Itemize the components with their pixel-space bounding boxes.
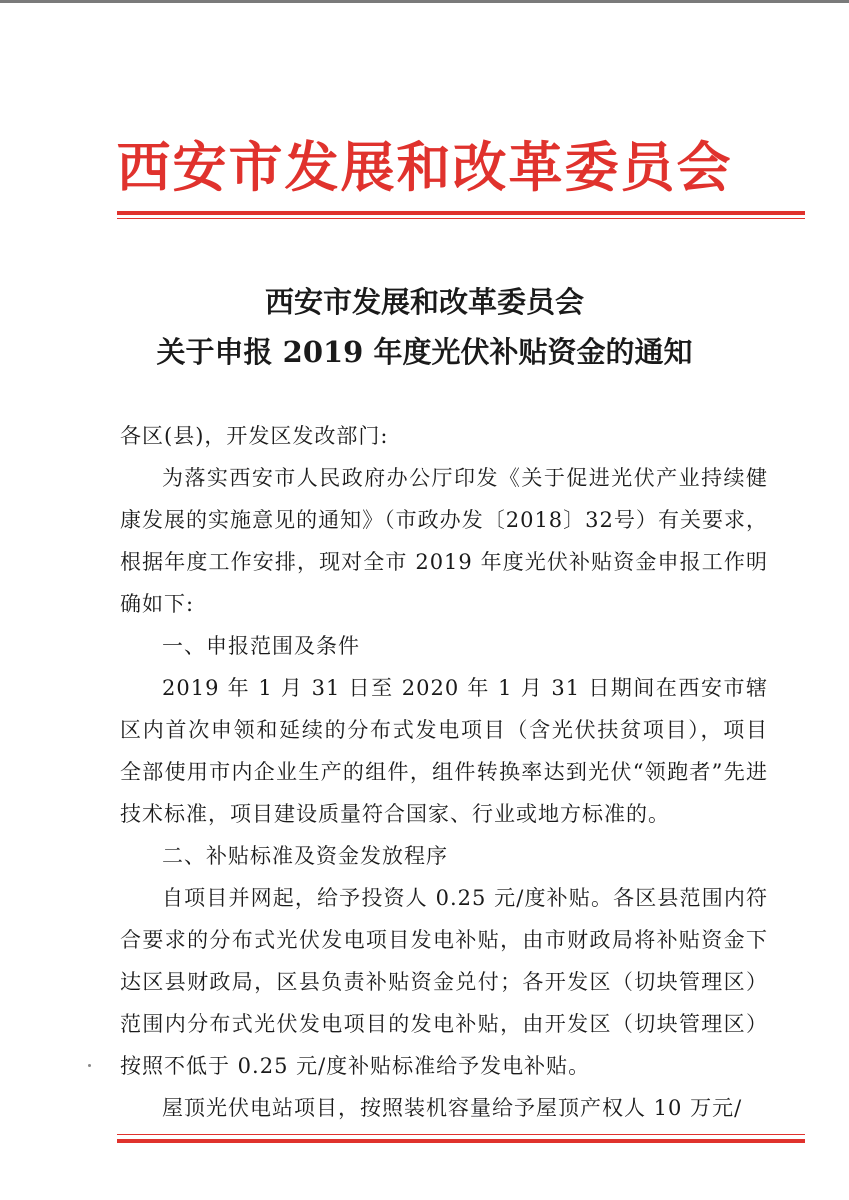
- section-2-paragraph-1: 自项目并网起，给予投资人 0.25 元/度补贴。各区县范围内符合要求的分布式光伏发电项目发电补贴，由市财政局将补贴资金下达区县财政局，区县负责补贴资金兑付；各开发区（切块管理区）范围内分布式光伏发电项目的发电补贴，由开发区（切块管理区）按照不低于 0.25 元/度补贴标准给予发电补贴。: [120, 886, 768, 1078]
- document-title-line-1: 西安市发展和改革委员会: [264, 285, 584, 319]
- section-2-paragraph-2: 屋顶光伏电站项目，按照装机容量给予屋顶产权人 10 万元/: [162, 1096, 743, 1120]
- footer-rule-thick: [117, 1139, 805, 1143]
- letterhead-org-name: 西安市发展和改革委员会: [116, 135, 733, 199]
- scan-speck: [88, 1064, 91, 1067]
- section-1-paragraph-1: 2019 年 1 月 31 日至 2020 年 1 月 31 日期间在西安市辖区内首次申领和延续的分布式发电项目（含光伏扶贫项目），项目全部使用市内企业生产的组件，组件转换率达到光伏“领跑者”先进技术标准，项目建设质量符合国家、行业或地方标准的。: [120, 676, 768, 826]
- footer-rule-thin: [117, 1134, 805, 1135]
- document-body: [120, 415, 768, 1129]
- salutation: 各区(县)，开发区发改部门:: [120, 424, 389, 448]
- section-heading-2: 二、补贴标准及资金发放程序: [162, 844, 448, 868]
- letterhead-rule-thin: [117, 218, 805, 219]
- document-title-line-2: 关于申报 2019 年度光伏补贴资金的通知: [156, 335, 693, 369]
- intro-paragraph: 为落实西安市人民政府办公厅印发《关于促进光伏产业持续健康发展的实施意见的通知》（市政办发〔2018〕32号）有关要求，根据年度工作安排，现对全市 2019 年度光伏补贴资金申报工作明确如下:: [120, 466, 768, 616]
- section-heading-1: 一、申报范围及条件: [162, 634, 360, 658]
- letterhead-rule-thick: [117, 211, 805, 215]
- scan-edge: [0, 0, 849, 3]
